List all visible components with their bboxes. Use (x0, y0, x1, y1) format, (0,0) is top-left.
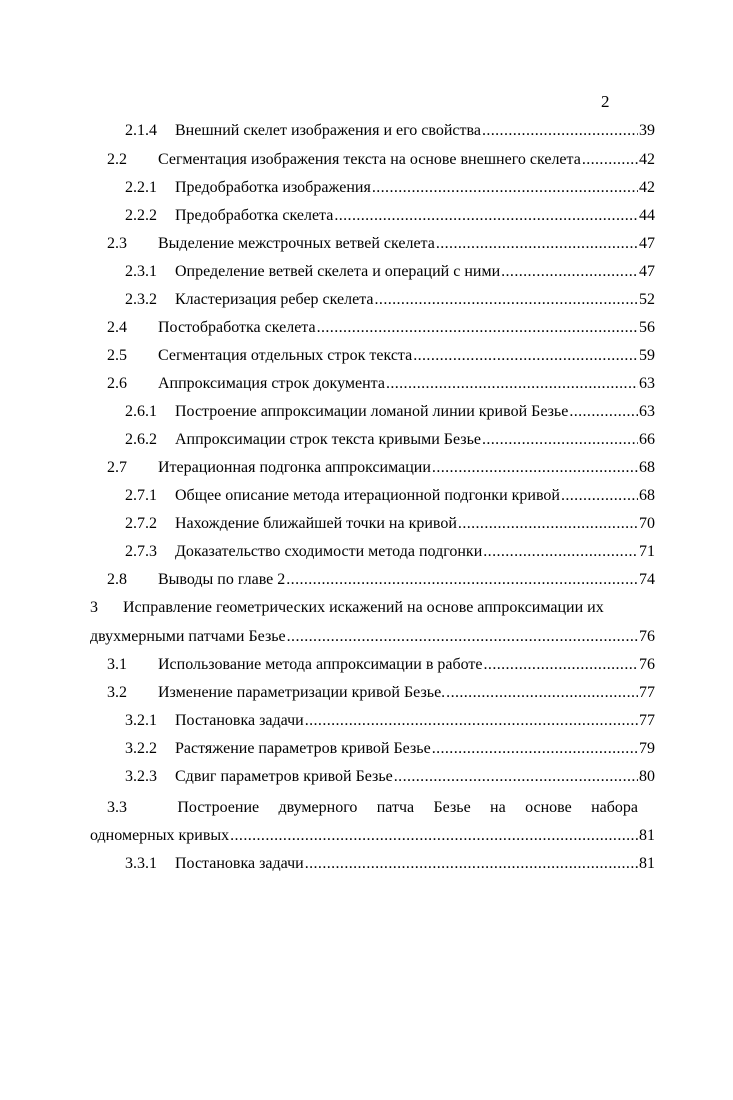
leader-dots (286, 569, 638, 591)
toc-entry-title: Изменение параметризации кривой Безье. (158, 684, 446, 701)
toc-entry-page: 56 (639, 319, 655, 336)
toc-entry[interactable] (107, 654, 655, 676)
toc-entry-title: Внешний скелет изображения и его свойства (175, 122, 481, 139)
toc-entry-title: Сдвиг параметров кривой Безье (175, 768, 393, 785)
toc-entry-number: 3.2.2 (125, 740, 157, 757)
toc-entry-page: 42 (639, 151, 655, 168)
leader-dots (375, 289, 638, 311)
chapter-3-entry-continuation[interactable] (90, 626, 655, 648)
toc-entry-title: Исправление геометрических искажений на основе аппроксимации их (123, 599, 604, 616)
toc-entry-title-word: двумерного (278, 799, 358, 816)
toc-entry-page: 71 (639, 543, 655, 560)
toc-entry-title: Определение ветвей скелета и операций с ними (175, 263, 501, 280)
toc-entry-page: 81 (639, 827, 655, 844)
toc-entry-number: 2.7.3 (125, 543, 157, 560)
toc-entry[interactable] (125, 401, 655, 423)
toc-entry-page: 70 (639, 515, 655, 532)
toc-entry-title: Сегментация отдельных строк текста (158, 347, 413, 364)
toc-entry-number: 3.3.1 (125, 855, 157, 872)
toc-entry[interactable] (125, 177, 655, 199)
toc-entry-title: Сегментация изображения текста на основе внешнего скелета (158, 151, 581, 168)
toc-entry-page: 80 (639, 768, 655, 785)
leader-dots (446, 682, 638, 704)
leader-dots (482, 120, 638, 142)
toc-entry-number: 3.1 (107, 656, 127, 673)
toc-entry-number: 2.6.2 (125, 431, 157, 448)
toc-entry[interactable] (107, 373, 655, 395)
leader-dots (334, 205, 638, 227)
section-3-3-entry-continuation[interactable] (90, 825, 655, 847)
toc-entry-page: 77 (639, 712, 655, 729)
toc-entry-page: 39 (639, 122, 655, 139)
toc-entry-page: 47 (639, 235, 655, 252)
toc-entry-title: двухмерными патчами Безье (90, 628, 286, 645)
toc-entry-page: 74 (639, 571, 655, 588)
leader-dots (432, 457, 638, 479)
toc-entry[interactable] (107, 682, 655, 704)
toc-entry[interactable] (125, 766, 655, 788)
toc-entry-number: 2.3.1 (125, 263, 157, 280)
toc-entry-number: 2.7 (107, 459, 127, 476)
leader-dots (372, 177, 638, 199)
toc-entry-page: 63 (639, 375, 655, 392)
toc-entry-title-word: Построение (177, 799, 260, 816)
toc-entry[interactable] (125, 710, 655, 732)
toc-entry[interactable] (125, 120, 655, 142)
toc-entry[interactable] (125, 738, 655, 760)
page-number: 2 (601, 92, 610, 111)
toc-entry-page: 68 (639, 487, 655, 504)
toc-entry[interactable] (125, 853, 655, 875)
toc-entry-number: 2.1.4 (125, 122, 157, 139)
leader-dots (432, 738, 638, 760)
toc-entry[interactable] (125, 289, 655, 311)
toc-entry-number: 3.2 (107, 684, 127, 701)
toc-entry-title: Постановка задачи (175, 712, 304, 729)
leader-dots (317, 317, 638, 339)
toc-entry-title: Выделение межстрочных ветвей скелета (158, 235, 435, 252)
toc-entry[interactable] (125, 541, 655, 563)
toc-entry[interactable] (125, 261, 655, 283)
leader-dots (458, 513, 638, 535)
toc-entry-page: 59 (639, 347, 655, 364)
toc-entry-title: Растяжение параметров кривой Безье (175, 740, 431, 757)
leader-dots (582, 149, 638, 171)
toc-entry-title: Построение аппроксимации ломаной линии кривой Безье (175, 403, 569, 420)
toc-entry[interactable] (125, 485, 655, 507)
toc-entry[interactable] (107, 149, 655, 171)
toc-entry-number: 3.3 (107, 799, 127, 816)
toc-entry-number: 3.2.1 (125, 712, 157, 729)
toc-entry-title: Использование метода аппроксимации в работе (158, 656, 483, 673)
toc-entry-number: 2.3 (107, 235, 127, 252)
toc-entry-number: 2.7.2 (125, 515, 157, 532)
leader-dots (436, 233, 638, 255)
leader-dots (484, 654, 638, 676)
toc-entry-number: 3 (90, 599, 98, 616)
toc-entry-title-word: основе (525, 799, 572, 816)
leader-dots (482, 429, 638, 451)
toc-entry-page: 81 (639, 855, 655, 872)
toc-entry-title: Предобработка изображения (175, 179, 371, 196)
leader-dots (305, 853, 638, 875)
toc-entry-title-word: набора (591, 799, 638, 816)
toc-entry-number: 2.7.1 (125, 487, 157, 504)
toc-entry-page: 42 (639, 179, 655, 196)
toc-entry[interactable] (107, 345, 655, 367)
toc-entry-title: Предобработка скелета (175, 207, 334, 224)
toc-entry-title: Нахождение ближайшей точки на кривой (175, 515, 457, 532)
toc-entry-title: Аппроксимации строк текста кривыми Безье (175, 431, 481, 448)
toc-entry-page: 47 (639, 263, 655, 280)
toc-entry-number: 2.8 (107, 571, 127, 588)
toc-entry-title: Общее описание метода итерационной подгонки кривой (175, 487, 560, 504)
leader-dots (413, 345, 638, 367)
toc-entry-number: 2.2.2 (125, 207, 157, 224)
toc-entry-number: 2.2 (107, 151, 127, 168)
section-3-3-entry[interactable] (107, 797, 638, 819)
toc-entry-title: Постобработка скелета (158, 319, 316, 336)
leader-dots (501, 261, 638, 283)
toc-entry[interactable] (107, 457, 655, 479)
leader-dots (287, 626, 638, 648)
toc-entry[interactable] (125, 429, 655, 451)
toc-entry-page: 76 (639, 656, 655, 673)
toc-entry-page: 66 (639, 431, 655, 448)
leader-dots (569, 401, 638, 423)
toc-entry-title: Итерационная подгонка аппроксимации (158, 459, 431, 476)
leader-dots (305, 710, 638, 732)
toc-entry-page: 79 (639, 740, 655, 757)
toc-entry[interactable] (125, 513, 655, 535)
toc-entry-number: 2.6 (107, 375, 127, 392)
toc-entry-number: 2.5 (107, 347, 127, 364)
toc-entry-title: Доказательство сходимости метода подгонки (175, 543, 483, 560)
leader-dots (561, 485, 638, 507)
toc-entry-title-word: патча (376, 799, 415, 816)
toc-entry-page: 52 (639, 291, 655, 308)
toc-entry[interactable] (107, 317, 655, 339)
toc-entry-title-word: Безье (433, 799, 471, 816)
toc-entry-page: 44 (639, 207, 655, 224)
toc-entry-title: Выводы по главе 2 (158, 571, 286, 588)
toc-entry-title: Аппроксимация строк документа (158, 375, 385, 392)
toc-entry-page: 77 (639, 684, 655, 701)
toc-entry-page: 76 (639, 628, 655, 645)
toc-entry-number: 3.2.3 (125, 768, 157, 785)
toc-entry-number: 2.4 (107, 319, 127, 336)
leader-dots (230, 825, 638, 847)
toc-entry-number: 2.6.1 (125, 403, 157, 420)
leader-dots (394, 766, 638, 788)
toc-entry-title-word: на (490, 799, 506, 816)
toc-entry[interactable] (107, 569, 655, 591)
leader-dots (483, 541, 638, 563)
toc-entry-page: 68 (639, 459, 655, 476)
toc-entry-title: Постановка задачи (175, 855, 304, 872)
chapter-3-entry[interactable] (90, 597, 604, 619)
toc-entry-page: 63 (639, 403, 655, 420)
leader-dots (386, 373, 638, 395)
toc-entry[interactable] (125, 205, 655, 227)
toc-entry-title: одномерных кривых (90, 827, 230, 844)
toc-entry[interactable] (107, 233, 655, 255)
toc-entry-number: 2.2.1 (125, 179, 157, 196)
toc-entry-number: 2.3.2 (125, 291, 157, 308)
toc-entry-title: Кластеризация ребер скелета (175, 291, 374, 308)
